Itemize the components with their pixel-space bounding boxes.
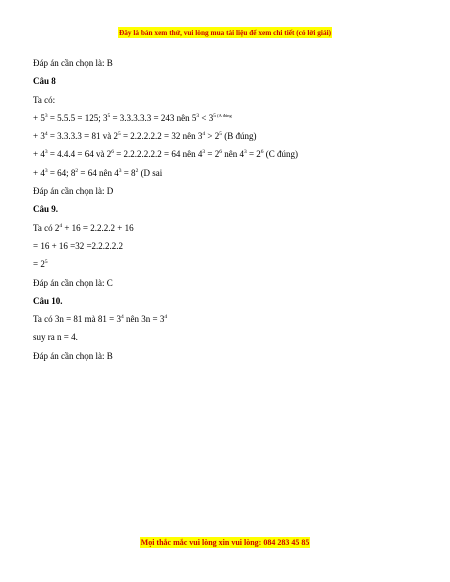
preview-notice-banner [0,28,450,37]
contact-banner [0,538,450,547]
question-8-line-b: + $3^4 = 3.3.3.3 = 81$ và $2^5 = 2.2.2.2.2 = 32$ nên $3^4 > 2^5$ (B đúng) [33,131,257,142]
question-8-line-a: + $5^3 = 5.5.5 = 125$; $3^5 = 3.3.3.3.3 = 243$ nên $5^3 < 3^5$ $^{(A đúng}$ [33,112,232,123]
question-8-answer: Đáp án cần chọn là: D [33,186,114,197]
question-9-line-2: = 16 + 16 =32 =2.2.2.2.2 [33,240,124,251]
question-9-line-1: Ta có $2^4 + 16 = 2.2.2.2 + 16$ [33,222,134,233]
contact-text: Mọi thắc mắc vui lòng xin vui lòng: 084 283 45 85 [140,538,310,547]
question-8-line-d: + $4^3 = 64$; $8^2 = 64$ nên $4^3 = 8^2$ (D sai [33,167,163,178]
question-8-line-c: + $4^3 = 4.4.4 = 64$ và $2^6 = 2.2.2.2.2.2 = 64$ nên $4^3 = 2^6$ nên $4^3 = 2^6$ (C đúng) [33,149,299,160]
question-9-answer: Đáp án cần chọn là: C [33,277,113,288]
document-body [33,54,423,365]
question-10-line-2: suy ra n = 4. [33,332,78,343]
question-10-answer: Đáp án cần chọn là: B [33,350,113,361]
answer-line: Đáp án cần chọn là: B [33,58,113,68]
question-10-heading: Câu 10. [33,295,63,306]
question-8-intro: Ta có: [33,94,56,105]
question-9-line-3: = $2^5$ [33,259,48,270]
preview-notice-text: Đây là bản xem thử, vui lòng mua tài liệu để xem chi tiết (có lời giải) [118,28,332,37]
question-10-line-1: Ta có 3n = 81 mà $81 = 3^4$ nên $3n = 3^4$ [33,314,168,325]
question-8-heading: Câu 8 [33,76,56,87]
question-9-heading: Câu 9. [33,204,59,215]
